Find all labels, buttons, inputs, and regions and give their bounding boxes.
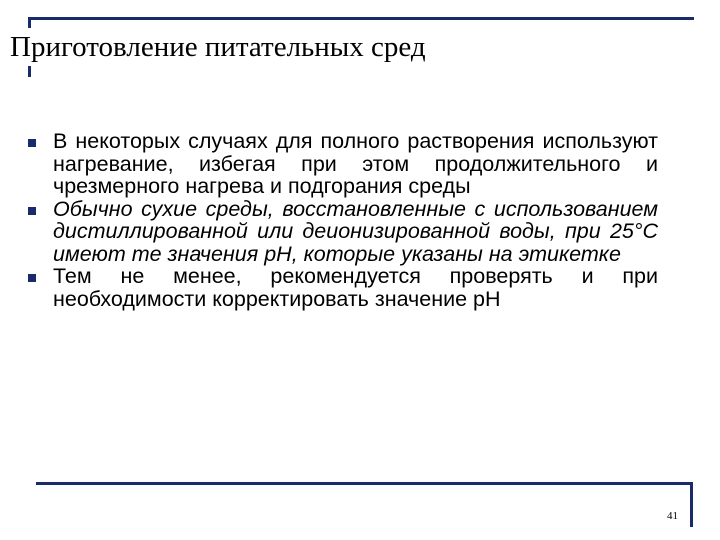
square-bullet-icon (28, 274, 36, 282)
bullet-text: В некоторых случаях для полного растворения используют нагревание, избегая при этом продолжительного и чрезмерного нагрева и подгорания среды (53, 129, 658, 198)
right-decorative-rule (690, 482, 693, 527)
slide-title: Приготовление питательных сред (10, 28, 428, 66)
square-bullet-icon (28, 139, 36, 147)
bullet-item (28, 198, 658, 266)
bullet-item (28, 130, 658, 198)
top-decorative-rule (28, 17, 694, 20)
bullet-list (28, 130, 658, 310)
page-number: 41 (667, 510, 678, 522)
bullet-text: Обычно сухие среды, восстановленные с использованием дистиллированной или деионизированной воды, при 25°С имеют те значения рН, которые указаны на этикетке (53, 196, 658, 266)
square-bullet-icon (28, 207, 36, 215)
bullet-item (28, 265, 658, 310)
bottom-decorative-rule (36, 482, 693, 485)
bullet-text: Тем не менее, рекомендуется проверять и при необходимости корректировать значение рН (53, 264, 658, 311)
